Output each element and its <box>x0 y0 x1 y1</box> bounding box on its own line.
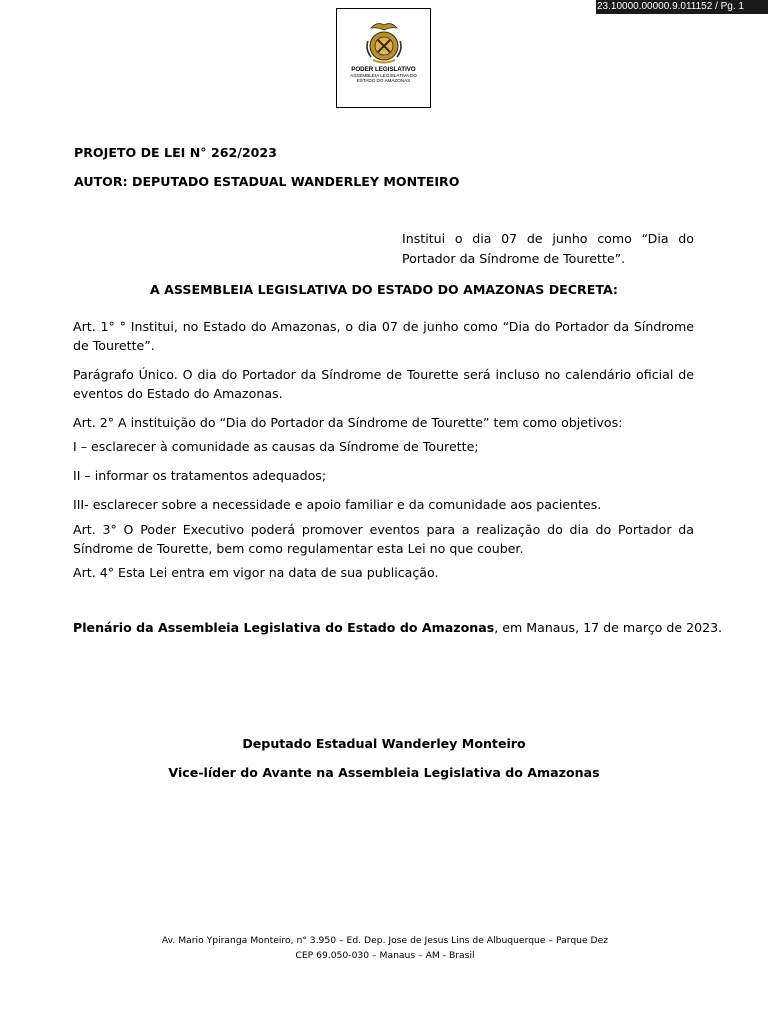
logo-title: PODER LEGISLATIVO <box>351 66 416 73</box>
article-1: Art. 1° ° Institui, no Estado do Amazonas, o dia 07 de junho como “Dia do Portador da Síndrome de Tourette”. <box>73 319 694 353</box>
logo-subtitle-line1: ASSEMBLEIA LEGISLATIVA DO <box>350 73 417 78</box>
signatory-role: Vice-líder do Avante na Assembleia Legislativa do Amazonas <box>168 765 600 780</box>
closing-statement <box>73 618 722 637</box>
footer-address-line2: CEP 69.050-030 – Manaus – AM - Brasil <box>295 950 475 961</box>
document-protocol-stamp: 23.10000.00000.9.011152 / Pg. 1 <box>596 0 768 14</box>
sole-paragraph: Parágrafo Único. O dia do Portador da Síndrome de Tourette será incluso no calendário oficial de eventos do Estado do Amazonas. <box>73 367 694 401</box>
article-2-item-2: II – informar os tratamentos adequados; <box>73 468 327 483</box>
logo-subtitle <box>337 73 430 83</box>
logo-subtitle-line2: ESTADO DO AMAZONAS <box>356 78 411 84</box>
article-2-item-3: III- esclarecer sobre a necessidade e apoio familiar e da comunidade aos pacientes. <box>73 497 602 512</box>
bill-number: PROJETO DE LEI N° 262/2023 <box>74 145 277 160</box>
coat-of-arms-icon <box>359 19 409 65</box>
institution-logo <box>336 8 431 108</box>
article-2: Art. 2° A instituição do “Dia do Portador da Síndrome de Tourette” tem como objetivos: <box>73 415 623 430</box>
article-3: Art. 3° O Poder Executivo poderá promover eventos para a realização do dia do Portador da Síndrome de Tourette, bem como regulamentar esta Lei no que couber. <box>73 522 694 556</box>
footer-address-line1: Av. Mario Ypiranga Monteiro, n° 3.950 – Ed. Dep. Jose de Jesus Lins de Albuquerque – Parque Dez <box>161 935 609 946</box>
article-4: Art. 4° Esta Lei entra em vigor na data de sua publicação. <box>73 565 439 580</box>
decree-heading: A ASSEMBLEIA LEGISLATIVA DO ESTADO DO AMAZONAS DECRETA: <box>150 282 618 297</box>
closing-date: , em Manaus, 17 de março de 2023. <box>494 620 723 635</box>
closing-place: Plenário da Assembleia Legislativa do Estado do Amazonas <box>73 620 495 635</box>
article-2-item-1: I – esclarecer à comunidade as causas da Síndrome de Tourette; <box>73 439 479 454</box>
signatory-name: Deputado Estadual Wanderley Monteiro <box>242 736 526 751</box>
bill-summary: Institui o dia 07 de junho como “Dia do Portador da Síndrome de Tourette”. <box>402 231 694 266</box>
bill-author: AUTOR: DEPUTADO ESTADUAL WANDERLEY MONTEIRO <box>74 174 460 189</box>
